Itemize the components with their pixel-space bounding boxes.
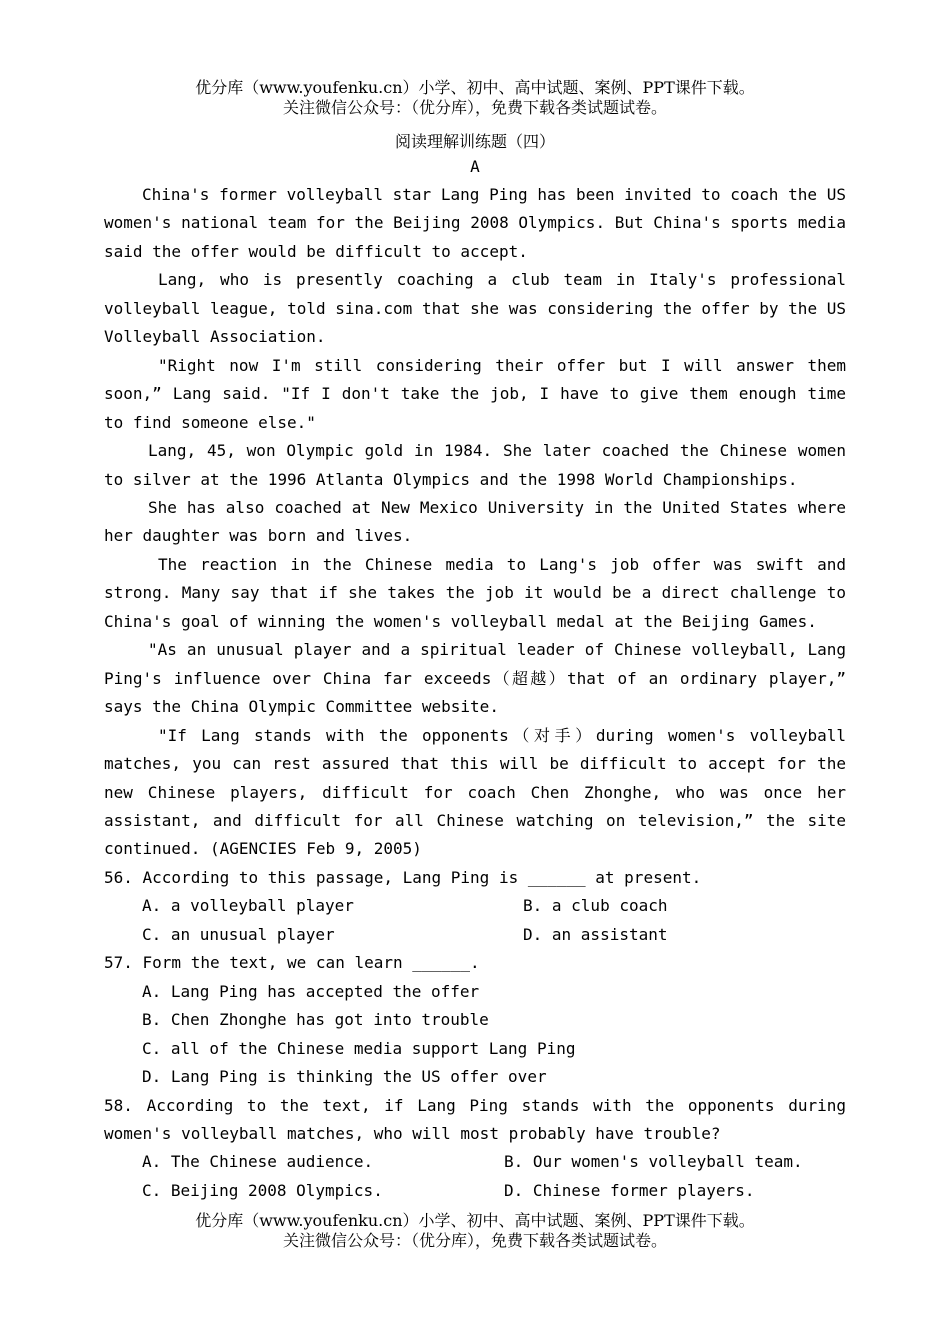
page-title: 阅读理解训练题（四）	[394, 132, 555, 151]
footer-line-2: 关注微信公众号：（优分库），免费下载各类试题试卷。	[282, 1231, 667, 1250]
paragraph: Lang, who is presently coaching a club team in Italy's professional volleyball league, told sina.com that she was considering the offer by the US Volleyball Association.	[104, 270, 846, 347]
option: C. Beijing 2008 Olympics.	[142, 1180, 383, 1200]
paragraph: The reaction in the Chinese media to Lang's job offer was swift and strong. Many say that if she takes the job it would be a direct challenge to China's goal of winning the women's volleyball medal at the Beijing Games.	[104, 554, 846, 631]
header-line-2: 关注微信公众号：（优分库），免费下载各类试题试卷。	[282, 98, 667, 117]
option: D. an assistant	[523, 924, 668, 944]
option: C. all of the Chinese media support Lang Ping	[142, 1038, 576, 1058]
option: B. Our women's volleyball team.	[504, 1152, 803, 1172]
paragraph: "Right now I'm still considering their offer but I will answer them soon,” Lang said. "If I don't take the job, I have to give them enough time to find someone else."	[104, 355, 846, 432]
paragraph: She has also coached at New Mexico University in the United States where her daughter was born and lives.	[104, 497, 846, 546]
options-row	[104, 892, 846, 920]
paragraph: China's former volleyball star Lang Ping has been invited to coach the US women's national team for the Beijing 2008 Olympics. But China's sports media said the offer would be difficult to accept.	[104, 185, 846, 261]
header-line-1: 优分库（www.youfenku.cn）小学、初中、高中试题、案例、PPT课件下载。	[195, 78, 755, 97]
option: C. an unusual player	[142, 924, 335, 944]
question-stem: 57. Form the text, we can learn ______.	[104, 953, 480, 973]
passage-body	[104, 181, 846, 1205]
paragraph: "If Lang stands with the opponents（对手）during women's volleyball matches, you can rest assured that this will be difficult to accept for the new Chinese players, difficult for coach Chen Zhonghe, who was once her assistant, and difficult for all Chinese watching on television,” the site continued. (AGENCIES Feb 9, 2005)	[104, 725, 846, 859]
question-stem: 56. According to this passage, Lang Ping is ______ at present.	[104, 867, 702, 887]
paragraph: Lang, 45, won Olympic gold in 1984. She later coached the Chinese women to silver at the 1996 Atlanta Olympics and the 1998 World Championships.	[104, 441, 846, 489]
section-label: A	[470, 157, 480, 176]
paragraph: "As an unusual player and a spiritual leader of Chinese volleyball, Lang Ping's influence over China far exceeds（超越）that of an ordinary player,” says the China Olympic Committee website.	[104, 640, 846, 717]
option: B. Chen Zhonghe has got into trouble	[142, 1010, 489, 1030]
question-stem: 58. According to the text, if Lang Ping stands with the opponents during women's volleyball matches, who will most probably have trouble?	[104, 1095, 846, 1143]
option: D. Chinese former players.	[504, 1180, 755, 1200]
options-row	[104, 1148, 846, 1176]
options-row	[104, 921, 846, 949]
option: A. a volleyball player	[142, 896, 354, 916]
option: A. Lang Ping has accepted the offer	[142, 981, 480, 1001]
option: D. Lang Ping is thinking the US offer over	[142, 1067, 547, 1087]
footer-line-1: 优分库（www.youfenku.cn）小学、初中、高中试题、案例、PPT课件下载。	[195, 1211, 755, 1230]
options-row	[104, 1177, 846, 1205]
option: B. a club coach	[523, 896, 668, 916]
option: A. The Chinese audience.	[142, 1152, 374, 1172]
